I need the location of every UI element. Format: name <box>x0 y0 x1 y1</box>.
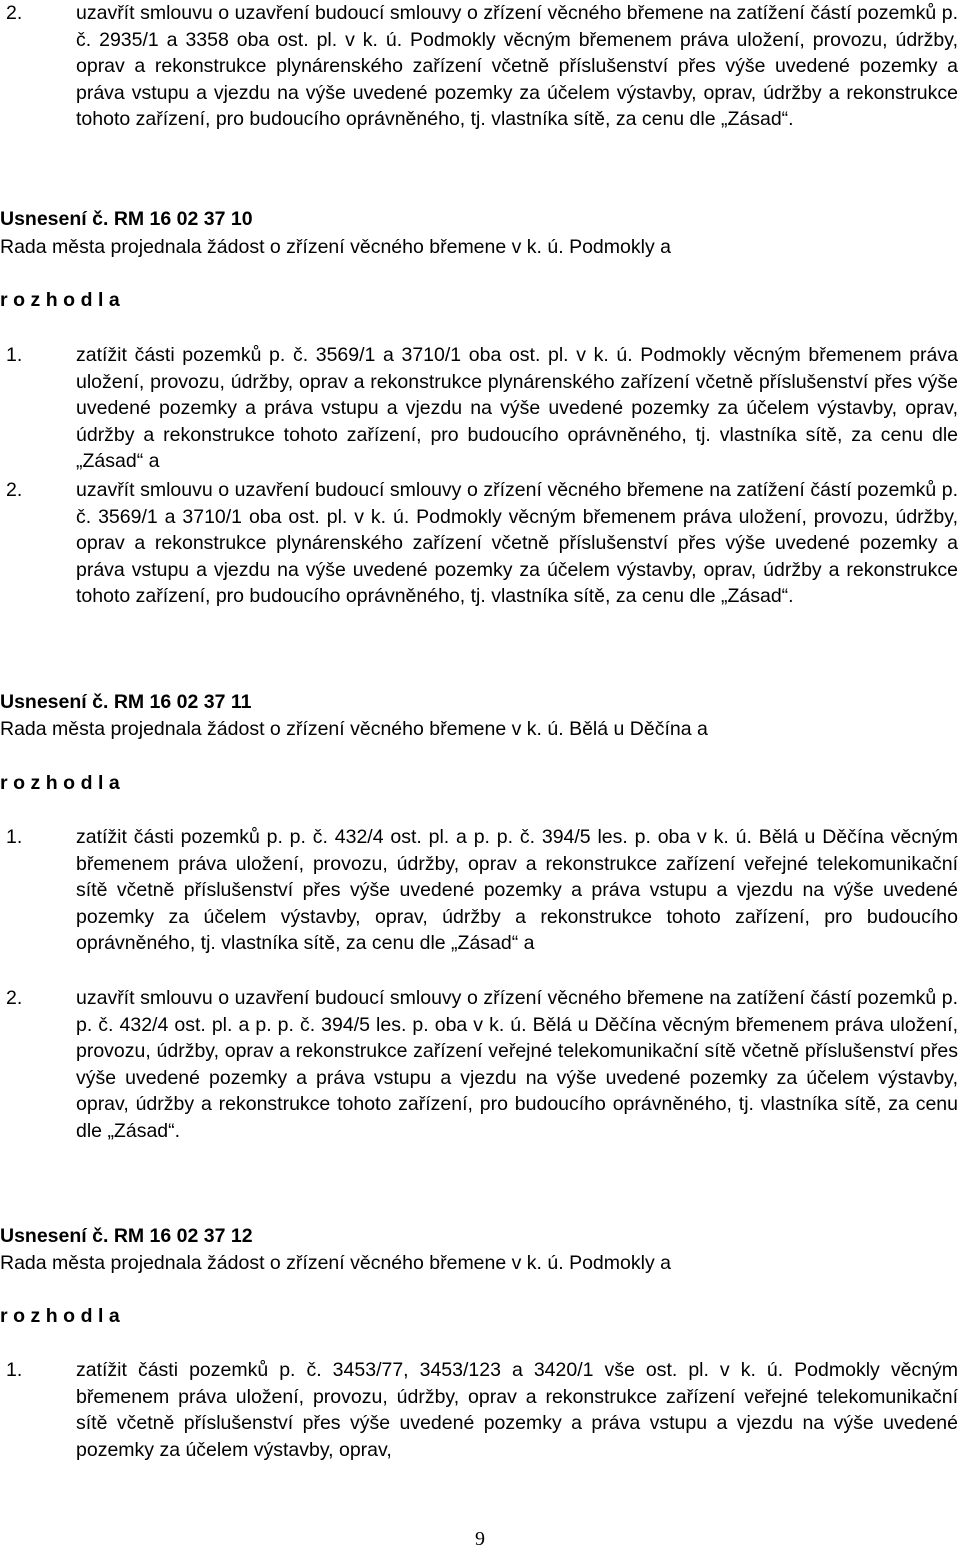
decision-label: rozhodla <box>0 289 126 311</box>
resolution-number: RM 16 02 37 12 <box>113 1225 253 1247</box>
resolution-number: RM 16 02 37 11 <box>113 691 252 713</box>
list-item <box>0 985 958 1144</box>
resolution-number: RM 16 02 37 10 <box>113 208 253 230</box>
resolution-intro: Rada města projednala žádost o zřízení věcného břemene v k. ú. Bělá u Děčína a <box>0 718 708 740</box>
item-number: 1. <box>6 344 23 366</box>
item-number: 1. <box>6 1359 23 1381</box>
resolution-label: Usnesení č. <box>0 691 109 713</box>
item-number: 2. <box>6 987 23 1009</box>
resolution-label: Usnesení č. <box>0 1225 109 1247</box>
item-number: 2. <box>6 2 23 24</box>
list-item <box>0 342 958 475</box>
resolution-label: Usnesení č. <box>0 208 109 230</box>
decision-label: rozhodla <box>0 1305 126 1327</box>
list-item <box>0 824 958 957</box>
list-item <box>0 477 958 610</box>
item-number: 1. <box>6 826 23 848</box>
item-text: uzavřít smlouvu o uzavření budoucí smlouvy o zřízení věcného břemene na zatížení částí pozemků p. č. 2935/1 a 3358 oba ost. pl. v k. ú. Podmokly věcným břemenem práva uložení, provozu, údržby, oprav a rekonstrukce plynárenského zařízení včetně příslušenství přes výše uvedené pozemky a práva vstupu a vjezdu na výše uvedené pozemky za účelem výstavby, oprav, údržby a rekonstrukce tohoto zařízení, pro budoucího oprávněného, tj. vlastníka sítě, za cenu dle „Zásad“. <box>76 2 958 130</box>
list-item <box>0 1357 958 1463</box>
resolution-heading <box>0 689 958 716</box>
item-text: zatížit části pozemků p. č. 3569/1 a 3710/1 oba ost. pl. v k. ú. Podmokly věcným břemenem práva uložení, provozu, údržby, oprav a rekonstrukce plynárenského zařízení včetně příslušenství přes výše uvedené pozemky a práva vstupu a vjezdu na výše uvedené pozemky za účelem výstavby, oprav, údržby a rekonstrukce tohoto zařízení, pro budoucího oprávněného, tj. vlastníka sítě, za cenu dle „Zásad“ a <box>76 344 958 472</box>
resolution-heading <box>0 1223 958 1250</box>
item-text: uzavřít smlouvu o uzavření budoucí smlouvy o zřízení věcného břemene na zatížení částí pozemků p. p. č. 432/4 ost. pl. a p. p. č. 394/5 les. p. oba v k. ú. Bělá u Děčína věcným břemenem práva uložení, provozu, údržby, oprav a rekonstrukce zařízení veřejné telekomunikační sítě včetně příslušenství přes výše uvedené pozemky a práva vstupu a vjezdu na výše uvedené pozemky za účelem výstavby, oprav, údržby a rekonstrukce tohoto zařízení, pro budoucího oprávněného, tj. vlastníka sítě, za cenu dle „Zásad“. <box>76 987 958 1142</box>
item-text: zatížit části pozemků p. č. 3453/77, 3453/123 a 3420/1 vše ost. pl. v k. ú. Podmokly věcným břemenem práva uložení, provozu, údržby, oprav a rekonstrukce zařízení veřejné telekomunikační sítě včetně příslušenství přes výše uvedené pozemky a práva vstupu a vjezdu na výše uvedené pozemky za účelem výstavby, oprav, <box>76 1359 958 1461</box>
item-text: zatížit části pozemků p. p. č. 432/4 ost. pl. a p. p. č. 394/5 les. p. oba v k. ú. Bělá u Děčína věcným břemenem práva uložení, provozu, údržby, oprav a rekonstrukce zařízení veřejné telekomunikační sítě včetně příslušenství přes výše uvedené pozemky a práva vstupu a vjezdu na výše uvedené pozemky za účelem výstavby, oprav, údržby a rekonstrukce tohoto zařízení, pro budoucího oprávněného, tj. vlastníka sítě, za cenu dle „Zásad“ a <box>76 826 958 954</box>
page-number: 9 <box>475 1528 485 1550</box>
item-number: 2. <box>6 479 23 501</box>
decision-label: rozhodla <box>0 772 126 794</box>
list-item <box>0 0 958 133</box>
resolution-intro: Rada města projednala žádost o zřízení věcného břemene v k. ú. Podmokly a <box>0 236 671 258</box>
resolution-heading <box>0 206 958 233</box>
item-text: uzavřít smlouvu o uzavření budoucí smlouvy o zřízení věcného břemene na zatížení částí pozemků p. č. 3569/1 a 3710/1 oba ost. pl. v k. ú. Podmokly věcným břemenem práva uložení, provozu, údržby, oprav a rekonstrukce plynárenského zařízení včetně příslušenství přes výše uvedené pozemky a práva vstupu a vjezdu na výše uvedené pozemky za účelem výstavby, oprav, údržby a rekonstrukce tohoto zařízení, pro budoucího oprávněného, tj. vlastníka sítě, za cenu dle „Zásad“. <box>76 479 958 607</box>
resolution-intro: Rada města projednala žádost o zřízení věcného břemene v k. ú. Podmokly a <box>0 1252 671 1274</box>
